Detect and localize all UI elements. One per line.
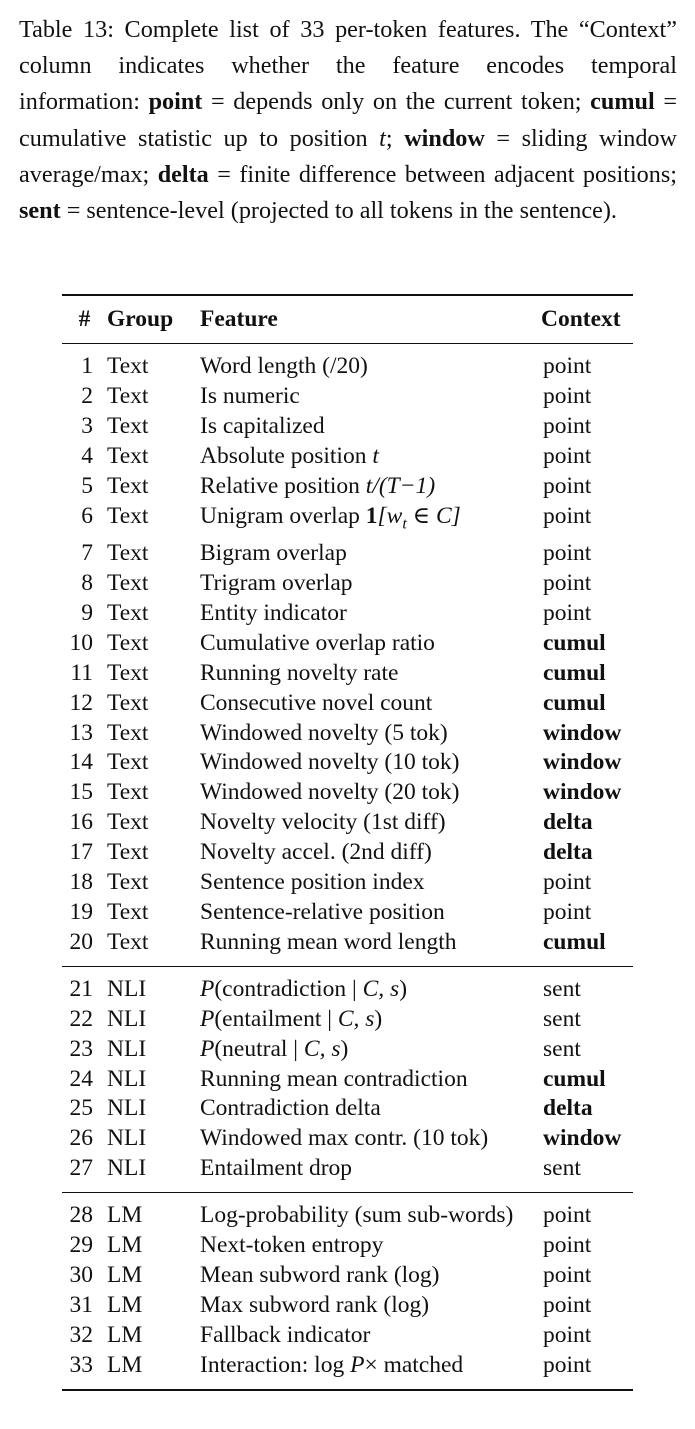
row-context: point (543, 570, 592, 597)
row-group: Text (107, 382, 149, 409)
row-group: Text (107, 540, 149, 567)
row-feature: Bigram overlap (200, 540, 347, 567)
row-feature: Max subword rank (log) (200, 1291, 430, 1318)
feature-text: (neutral | (214, 1035, 304, 1062)
row-group: Text (107, 502, 149, 529)
row-number: 6 (81, 502, 93, 529)
row-number: 28 (69, 1202, 93, 1229)
row-number: 1 (81, 353, 93, 379)
row-feature (200, 472, 541, 502)
table-row (62, 412, 633, 442)
header-group: Group (107, 306, 174, 332)
row-group: NLI (107, 1095, 147, 1122)
table-row (62, 344, 633, 382)
caption-text: ; (385, 124, 405, 152)
row-context: point (543, 472, 592, 499)
caption-text: = sentence-level (projected to all tokens in the sentence). (60, 197, 617, 225)
caption-text: = finite difference between adjacent positions; (208, 160, 677, 188)
row-feature: Next-token entropy (200, 1232, 384, 1259)
row-feature: Running novelty rate (200, 659, 399, 686)
table-row (62, 1154, 633, 1192)
row-number: 19 (69, 899, 93, 925)
table-caption (19, 12, 677, 229)
caption-keyword-point: point (148, 88, 203, 116)
row-context: point (543, 1261, 592, 1288)
row-group: Text (107, 809, 149, 836)
row-number: 8 (81, 570, 93, 597)
feature-text: Unigram overlap (200, 502, 366, 529)
row-context: sent (543, 1035, 581, 1062)
row-context: point (543, 899, 592, 925)
row-number: 29 (69, 1232, 93, 1259)
feature-text: ) (399, 975, 408, 1002)
row-group: LM (107, 1321, 143, 1348)
table-row (62, 689, 633, 719)
row-number: 10 (69, 629, 93, 656)
row-group: Text (107, 689, 149, 716)
table-row (62, 748, 633, 778)
row-group: NLI (107, 975, 147, 1002)
row-group: Text (107, 928, 149, 955)
row-context: point (543, 412, 592, 439)
row-group: LM (107, 1291, 143, 1318)
table-row (62, 966, 633, 1004)
row-number: 4 (81, 442, 93, 469)
row-group: NLI (107, 1125, 147, 1152)
table-row (62, 1124, 633, 1154)
row-group: Text (107, 412, 149, 439)
row-context: point (543, 1202, 592, 1229)
feature-math-subscript: t (402, 515, 407, 533)
row-context: window (543, 749, 622, 776)
feature-math: P (200, 1035, 215, 1062)
row-feature (200, 1035, 541, 1065)
table-row (62, 382, 633, 412)
row-context: delta (543, 809, 593, 836)
row-group: NLI (107, 1035, 147, 1062)
caption-text: = sliding window average/max; (19, 124, 677, 188)
row-context: cumul (543, 629, 606, 656)
row-number: 2 (81, 382, 93, 409)
row-context: point (543, 353, 592, 379)
row-feature: Running mean contradiction (200, 1065, 468, 1092)
table-row (62, 629, 633, 659)
caption-keyword-sent: sent (19, 197, 61, 225)
row-context: point (543, 382, 592, 409)
row-number: 23 (69, 1035, 93, 1062)
row-group: Text (107, 570, 149, 597)
row-feature: Sentence position index (200, 869, 425, 896)
row-number: 31 (69, 1291, 93, 1318)
row-feature: Is capitalized (200, 412, 325, 439)
feature-math: t/(T−1) (365, 472, 436, 499)
row-feature: Log-probability (sum sub-words) (200, 1202, 514, 1229)
row-number: 24 (69, 1065, 93, 1092)
table-row (62, 1094, 633, 1124)
row-feature: Mean subword rank (log) (200, 1261, 440, 1288)
row-feature: Novelty accel. (2nd diff) (200, 839, 432, 866)
features-table (62, 294, 633, 1391)
feature-text: Relative position (200, 472, 366, 499)
row-feature (200, 1351, 541, 1390)
row-context: cumul (543, 659, 606, 686)
row-number: 11 (70, 659, 93, 686)
row-group: Text (107, 839, 149, 866)
table-row (62, 1351, 633, 1390)
row-number: 18 (69, 869, 93, 896)
table-row (62, 472, 633, 502)
row-context: point (543, 540, 592, 567)
feature-math: P (200, 1005, 215, 1032)
row-feature (200, 966, 541, 1004)
table-row (62, 1035, 633, 1065)
header-row (62, 295, 633, 344)
row-context: sent (543, 975, 581, 1002)
caption-math-t: t (379, 124, 386, 152)
row-number: 20 (69, 928, 93, 955)
feature-math: C, s (303, 1035, 341, 1062)
row-number: 32 (69, 1321, 93, 1348)
table-row (62, 569, 633, 599)
table-row (62, 928, 633, 966)
row-context: point (543, 1351, 592, 1378)
row-number: 33 (69, 1351, 93, 1378)
row-number: 26 (69, 1125, 93, 1152)
row-feature: Fallback indicator (200, 1321, 371, 1348)
row-number: 16 (69, 809, 93, 836)
row-number: 30 (69, 1261, 93, 1288)
table-row (62, 868, 633, 898)
row-number: 13 (69, 719, 93, 746)
table-row (62, 808, 633, 838)
row-number: 15 (69, 779, 93, 806)
row-feature: Windowed novelty (5 tok) (200, 719, 448, 746)
row-feature (200, 1005, 541, 1035)
feature-text: × matched (364, 1351, 464, 1378)
row-number: 21 (69, 975, 93, 1002)
feature-math: C, s (337, 1005, 375, 1032)
row-number: 5 (81, 472, 93, 499)
row-number: 7 (81, 540, 93, 567)
caption-text: = depends only on the current token; (202, 88, 591, 116)
row-context: sent (543, 1155, 581, 1182)
row-group: LM (107, 1202, 143, 1229)
row-group: Text (107, 629, 149, 656)
row-context: point (543, 1321, 592, 1348)
row-group: NLI (107, 1155, 147, 1182)
row-group: Text (107, 749, 149, 776)
table-row (62, 1065, 633, 1095)
feature-math: P (200, 975, 215, 1002)
table-row (62, 502, 633, 540)
row-context: point (543, 599, 592, 626)
feature-text: ) (374, 1005, 383, 1032)
feature-text: (entailment | (214, 1005, 338, 1032)
row-number: 22 (69, 1005, 93, 1032)
row-group: Text (107, 719, 149, 746)
row-group: LM (107, 1261, 143, 1288)
feature-text: ) (340, 1035, 349, 1062)
row-feature: Trigram overlap (200, 570, 353, 597)
row-number: 27 (69, 1155, 93, 1182)
row-group: Text (107, 779, 149, 806)
row-group: Text (107, 599, 149, 626)
feature-math: t (372, 442, 379, 469)
row-number: 25 (69, 1095, 93, 1122)
table-row (62, 1005, 633, 1035)
row-feature: Windowed novelty (20 tok) (200, 779, 460, 806)
table-row (62, 719, 633, 749)
row-group: Text (107, 899, 149, 925)
row-group: NLI (107, 1065, 147, 1092)
table-group-lm (62, 1193, 633, 1390)
row-group: Text (107, 869, 149, 896)
table-header (62, 295, 633, 344)
table-row (62, 1231, 633, 1261)
feature-math: C, s (362, 975, 400, 1002)
table-row (62, 1291, 633, 1321)
table-row (62, 599, 633, 629)
row-number: 12 (69, 689, 93, 716)
caption-text: = cumulative statistic up to position (19, 88, 677, 152)
table-group-nli (62, 966, 633, 1192)
row-group: Text (107, 659, 149, 686)
caption-label: Table 13: (19, 16, 114, 43)
row-feature (200, 442, 541, 472)
table-group-text (62, 344, 633, 967)
row-context: point (543, 1291, 592, 1318)
table-row (62, 1193, 633, 1231)
row-context: cumul (543, 928, 606, 955)
row-context: delta (543, 1095, 593, 1122)
row-group: Text (107, 472, 149, 499)
row-context: cumul (543, 689, 606, 716)
table-row (62, 659, 633, 689)
table-row (62, 1261, 633, 1291)
row-context: cumul (543, 1065, 606, 1092)
row-group: LM (107, 1351, 143, 1378)
caption-keyword-cumul: cumul (590, 88, 655, 116)
row-feature: Entailment drop (200, 1155, 353, 1182)
header-number: # (78, 306, 91, 332)
row-context: point (543, 1232, 592, 1259)
row-feature: Windowed novelty (10 tok) (200, 749, 460, 776)
row-feature: Sentence-relative position (200, 899, 445, 925)
header-context: Context (541, 306, 621, 332)
row-number: 14 (69, 749, 93, 776)
row-feature: Consecutive novel count (200, 689, 433, 716)
row-context: point (543, 869, 592, 896)
row-context: point (543, 442, 592, 469)
header-feature: Feature (200, 306, 278, 332)
row-feature: Is numeric (200, 382, 300, 409)
feature-math: 1 (365, 502, 378, 529)
row-group: NLI (107, 1005, 147, 1032)
row-context: window (543, 779, 622, 806)
row-number: 17 (69, 839, 93, 866)
table-row (62, 778, 633, 808)
feature-text: Absolute position (200, 442, 373, 469)
feature-text: (contradiction | (214, 975, 363, 1002)
feature-math: P (350, 1351, 365, 1378)
table-row (62, 838, 633, 868)
table-row (62, 539, 633, 569)
row-feature: Cumulative overlap ratio (200, 629, 435, 656)
row-feature: Contradiction delta (200, 1095, 381, 1122)
table-row (62, 898, 633, 928)
row-feature: Novelty velocity (1st diff) (200, 809, 446, 836)
row-context: window (543, 1125, 622, 1152)
row-number: 3 (81, 412, 93, 439)
feature-math: [w (377, 502, 403, 529)
caption-keyword-delta: delta (157, 160, 209, 188)
row-group: Text (107, 442, 149, 469)
table-row (62, 1321, 633, 1351)
row-feature: Word length (/20) (200, 353, 368, 379)
row-context: window (543, 719, 622, 746)
row-group: LM (107, 1232, 143, 1259)
row-feature: Entity indicator (200, 599, 347, 626)
row-feature (200, 502, 541, 540)
feature-text: Interaction: log (200, 1351, 351, 1378)
table-row (62, 442, 633, 472)
row-group: Text (107, 353, 149, 379)
row-number: 9 (81, 599, 93, 626)
row-context: delta (543, 839, 593, 866)
row-context: sent (543, 1005, 581, 1032)
feature-math: ∈ C] (406, 502, 461, 529)
row-feature: Windowed max contr. (10 tok) (200, 1125, 489, 1152)
caption-text: Complete list of 33 per-token features. The “Context” column indicates whether the feature encodes temporal information: (19, 16, 677, 116)
row-feature: Running mean word length (200, 928, 457, 955)
row-context: point (543, 502, 592, 529)
caption-keyword-window: window (404, 124, 485, 152)
